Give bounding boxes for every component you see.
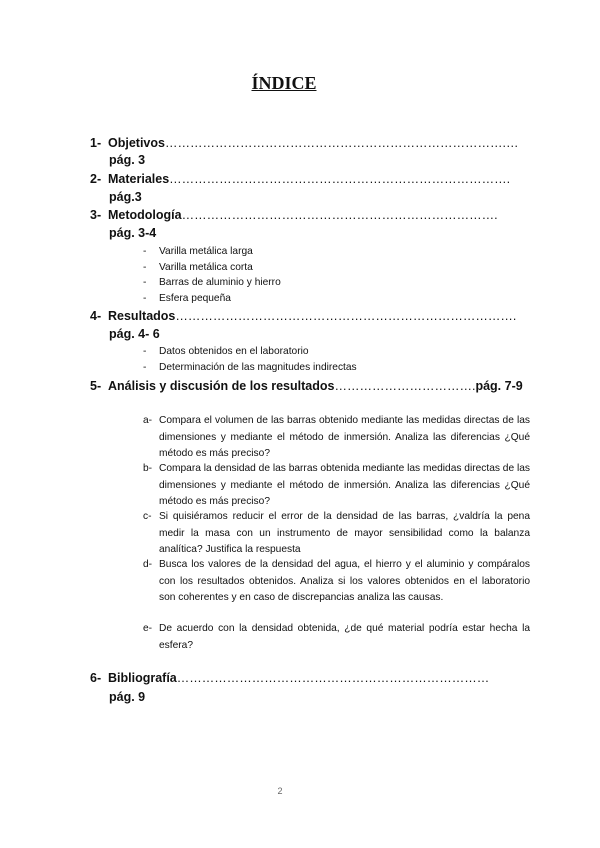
question-item xyxy=(143,621,530,654)
section-label: Análisis y discusión de los resultados xyxy=(108,379,335,393)
section-label: Resultados xyxy=(108,309,176,323)
question-letter: b- xyxy=(143,463,153,474)
question-text: De acuerdo con la densidad obtenida, ¿de qué material podría estar hecha la esfera? xyxy=(159,623,530,651)
dot-leader: ………………………………………………………………………. xyxy=(169,172,511,186)
question-text: Compara el volumen de las barras obtenido mediante las medidas directas de las dimensiones y mediante el método de inmersión. Analiza las diferencias ¿Qué método es más preciso? xyxy=(159,415,530,459)
question-letter: a- xyxy=(143,415,153,426)
question-letter: e- xyxy=(143,623,153,634)
section-number: 5- xyxy=(90,379,102,393)
section-page: pág. 3 xyxy=(109,153,146,167)
question-letter: c- xyxy=(143,511,152,522)
list-item-text: Datos obtenidos en el laboratorio xyxy=(159,346,309,357)
dot-leader: ……………………………………………………………………….… xyxy=(164,136,519,150)
page-title: ÍNDICE xyxy=(251,73,317,93)
bullet: - xyxy=(143,346,147,357)
dot-leader: …………………………………………………………………. xyxy=(181,208,498,222)
list-item-text: Varilla metálica larga xyxy=(159,246,253,257)
section-number: 4- xyxy=(90,309,102,323)
question-letter: d- xyxy=(143,559,153,570)
list-item-text: Determinación de las magnitudes indirectas xyxy=(159,362,357,373)
bullet: - xyxy=(143,362,147,373)
bullet: - xyxy=(143,293,147,304)
toc-section-objetivos xyxy=(90,135,530,152)
question-item xyxy=(143,557,530,607)
section-number: 2- xyxy=(90,172,102,186)
toc-section-metodologia xyxy=(90,207,530,224)
section-page: pág.3 xyxy=(109,190,142,204)
section-page: pág. 3-4 xyxy=(109,226,157,240)
section-label: Metodología xyxy=(108,208,182,222)
section-number: 6- xyxy=(90,671,102,685)
question-text: Si quisiéramos reducir el error de la densidad de las barras, ¿valdría la pena medir la masa con un instrumento de mayor sensibilidad como la balanza analítica? Justifica la respuesta xyxy=(159,511,530,555)
section-label: Materiales xyxy=(108,172,170,186)
bullet: - xyxy=(143,277,147,288)
dot-leader: ……………………………. xyxy=(334,379,476,393)
question-text: Compara la densidad de las barras obtenida mediante las medidas directas de las dimensiones y mediante el método de inmersión. Analiza las diferencias ¿Qué método es más preciso? xyxy=(159,463,530,507)
list-item-text: Varilla metálica corta xyxy=(159,262,253,273)
section-number: 3- xyxy=(90,208,102,222)
section-page: pág. 9 xyxy=(109,690,146,704)
dot-leader: ………………………………………………………………………. xyxy=(175,309,517,323)
question-item xyxy=(143,413,530,463)
question-text: Busca los valores de la densidad del agua, el hierro y el aluminio y compáralos con los resultados obtenidos. Analiza si los valores obtenidos en el laboratorio son coherentes y en caso de discrepancias analiza las causas. xyxy=(159,559,530,603)
bullet: - xyxy=(143,246,147,257)
page-number: 2 xyxy=(277,786,283,796)
question-item xyxy=(143,509,530,559)
section-label: Bibliografía xyxy=(108,671,177,685)
bullet: - xyxy=(143,262,147,273)
section-page: pág. 4- 6 xyxy=(109,327,160,341)
section-number: 1- xyxy=(90,136,102,150)
section-label: Objetivos xyxy=(108,136,165,150)
dot-leader: ………………………………………………………………… xyxy=(176,671,490,685)
list-item-text: Barras de aluminio y hierro xyxy=(159,277,281,288)
toc-section-materiales xyxy=(90,171,530,188)
section-page: pág. 7-9 xyxy=(475,379,523,393)
list-item-text: Esfera pequeña xyxy=(159,293,231,304)
toc-section-resultados xyxy=(90,308,530,325)
toc-section-bibliografia xyxy=(90,670,530,687)
toc-section-analisis xyxy=(90,378,530,395)
question-item xyxy=(143,461,530,511)
